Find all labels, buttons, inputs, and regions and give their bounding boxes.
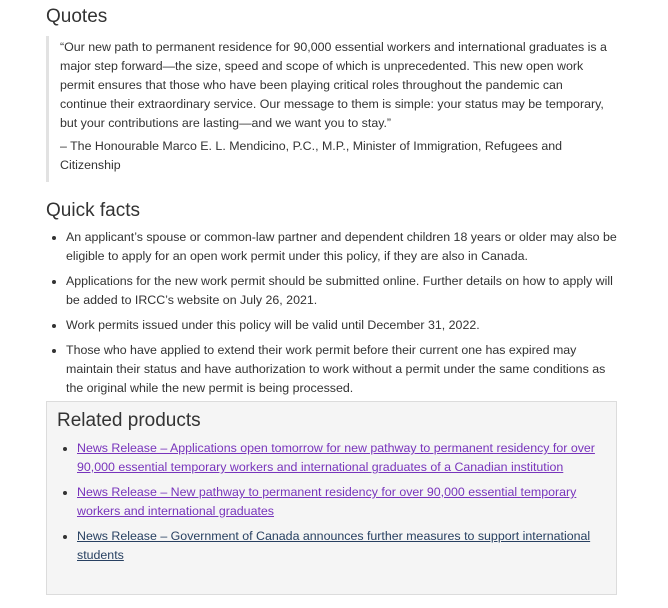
related-link-international-students[interactable]: News Release – Government of Canada announces further measures to support international students: [77, 529, 591, 562]
quote-block: [46, 36, 606, 182]
quick-facts-list: [46, 228, 618, 404]
related-products-panel: [46, 401, 617, 595]
related-products-list: [57, 439, 605, 571]
list-item: An applicant’s spouse or common-law partner and dependent children 18 years or older may also be eligible to apply for an open work permit under this policy, if they are also in Canada.: [66, 228, 618, 266]
quotes-heading: Quotes: [46, 6, 108, 27]
list-item: Those who have applied to extend their work permit before their current one has expired may maintain their status and have authorization to work without a permit under the same conditions as the original while the new permit is being processed.: [66, 341, 618, 398]
list-item: [77, 439, 605, 477]
related-products-heading: Related products: [57, 410, 201, 431]
quote-attribution: – The Honourable Marco E. L. Mendicino, P.C., M.P., Minister of Immigration, Refugees and Citizenship: [60, 139, 563, 172]
list-item: Work permits issued under this policy will be valid until December 31, 2022.: [66, 316, 618, 335]
list-item: [77, 483, 605, 521]
related-link-new-pathway[interactable]: News Release – New pathway to permanent residency for over 90,000 essential temporary workers and international graduates: [77, 485, 577, 518]
list-item: Applications for the new work permit should be submitted online. Further details on how to apply will be added to IRCC’s website on July 26, 2021.: [66, 272, 618, 310]
list-item: [77, 527, 605, 565]
quote-text: “Our new path to permanent residence for 90,000 essential workers and international graduates is a major step forward—the size, speed and scope of which is unprecedented. This new open work permit ensures that those who have been playing critical roles throughout the pandemic can continue their extraordinary service. Our message to them is simple: your status may be temporary, but your contributions are lasting—and we want you to stay.”: [60, 40, 607, 130]
related-link-applications-open[interactable]: News Release – Applications open tomorrow for new pathway to permanent residency for over 90,000 essential temporary workers and international graduates of a Canadian institution: [77, 441, 595, 474]
quick-facts-heading: Quick facts: [46, 200, 140, 221]
